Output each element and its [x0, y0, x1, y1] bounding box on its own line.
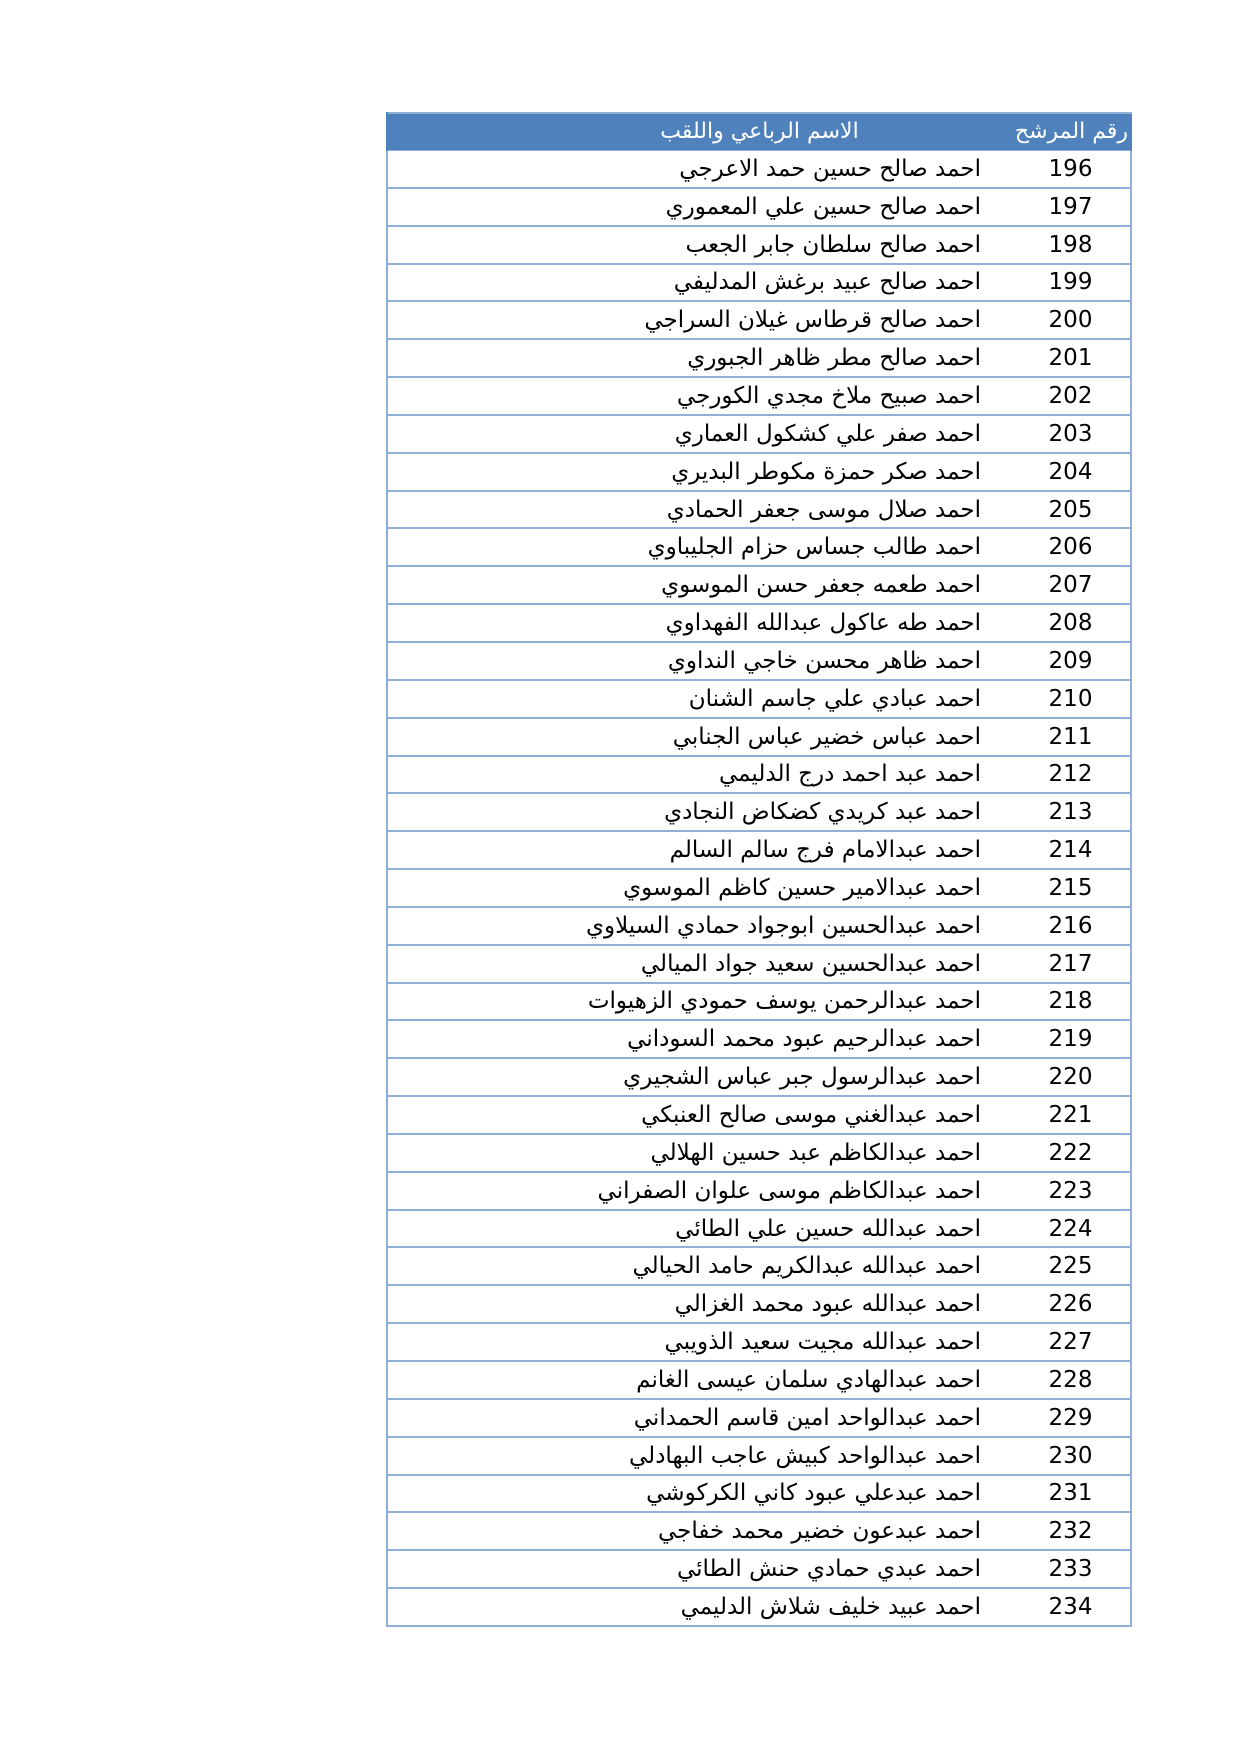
candidate-number-cell: 209: [981, 642, 1131, 680]
table-row: [387, 793, 1131, 831]
table-row: [387, 945, 1131, 983]
candidate-name: احمد عبدالواحد كبيش عاجب البهادلي: [629, 1442, 981, 1469]
candidate-number-cell: 196: [981, 150, 1131, 188]
candidate-name: احمد عبدالامام فرج سالم السالم: [669, 837, 981, 864]
candidate-name-cell: [387, 1247, 981, 1285]
candidate-name-cell: [387, 983, 981, 1021]
candidate-name: احمد صبيح ملاخ مجدي الكورجي: [676, 382, 981, 409]
table-row: [387, 1323, 1131, 1361]
table-row: [387, 264, 1131, 302]
candidate-name-cell: [387, 793, 981, 831]
candidate-name: احمد عبيد خليف شلاش الدليمي: [680, 1593, 981, 1620]
candidate-name-cell: [387, 907, 981, 945]
table-row: [387, 1247, 1131, 1285]
table-row: [387, 1058, 1131, 1096]
candidate-number-cell: 208: [981, 604, 1131, 642]
header-candidate-number: رقم المرشح: [981, 113, 1131, 150]
candidate-name: احمد عبدالرحمن يوسف حمودي الزهيوات: [587, 988, 981, 1015]
candidate-name: احمد صلال موسى جعفر الحمادي: [666, 496, 981, 523]
candidate-number-cell: 224: [981, 1210, 1131, 1248]
candidate-number-cell: 217: [981, 945, 1131, 983]
candidate-name-cell: [387, 1323, 981, 1361]
candidate-name-cell: [387, 1285, 981, 1323]
candidate-name-cell: [387, 869, 981, 907]
table-row: [387, 377, 1131, 415]
candidate-number-cell: 207: [981, 566, 1131, 604]
candidate-name-cell: [387, 1361, 981, 1399]
candidate-name: احمد عبدالواحد امين قاسم الحمداني: [633, 1404, 981, 1431]
candidate-name-cell: [387, 1475, 981, 1513]
candidate-name-cell: [387, 339, 981, 377]
candidate-name-cell: [387, 1058, 981, 1096]
candidate-name-cell: [387, 264, 981, 302]
table-row: [387, 831, 1131, 869]
table-row: [387, 1096, 1131, 1134]
table-row: [387, 1020, 1131, 1058]
candidate-number-cell: 197: [981, 188, 1131, 226]
candidate-number-cell: 204: [981, 453, 1131, 491]
table-row: [387, 1437, 1131, 1475]
candidate-number-cell: 226: [981, 1285, 1131, 1323]
candidate-number-cell: 230: [981, 1437, 1131, 1475]
candidate-name: احمد عبادي علي جاسم الشنان: [688, 685, 981, 712]
candidate-name-cell: [387, 831, 981, 869]
candidate-name-cell: [387, 1399, 981, 1437]
candidate-name-cell: [387, 226, 981, 264]
table-row: [387, 718, 1131, 756]
candidate-name-cell: [387, 188, 981, 226]
candidate-name: احمد عبدالحسين ابوجواد حمادي السيلاوي: [585, 912, 981, 939]
candidate-name: احمد صالح عبيد برغش المدليفي: [673, 269, 981, 296]
table-row: [387, 528, 1131, 566]
candidate-name: احمد صفر علي كشكول العماري: [674, 420, 981, 447]
candidate-number-cell: 206: [981, 528, 1131, 566]
table-row: [387, 756, 1131, 794]
candidate-number-cell: 201: [981, 339, 1131, 377]
candidate-name-cell: [387, 945, 981, 983]
candidate-number-cell: 234: [981, 1588, 1131, 1626]
candidate-name-cell: [387, 1512, 981, 1550]
table-header: [387, 113, 1131, 150]
candidate-number-cell: 210: [981, 680, 1131, 718]
candidate-name-cell: [387, 718, 981, 756]
candidate-name: احمد عبدعلي عبود كاني الكركوشي: [646, 1480, 981, 1507]
table-row: [387, 1399, 1131, 1437]
candidate-name: احمد صالح قرطاس غيلان السراجي: [644, 307, 981, 334]
table-row: [387, 188, 1131, 226]
candidate-number-cell: 231: [981, 1475, 1131, 1513]
candidate-name-cell: [387, 1437, 981, 1475]
candidate-number-cell: 233: [981, 1550, 1131, 1588]
candidate-name: احمد عبدي حمادي حنش الطائي: [676, 1556, 981, 1583]
candidate-name: احمد عبدالله عبود محمد الغزالي: [674, 1291, 981, 1318]
candidate-name: احمد عبد كريدي كضكاض النجادي: [664, 799, 981, 826]
candidate-number-cell: 222: [981, 1134, 1131, 1172]
table-row: [387, 907, 1131, 945]
candidate-name: احمد عبدالله مجيت سعيد الذويبي: [664, 1329, 981, 1356]
table-row: [387, 301, 1131, 339]
candidate-name: احمد عبدالرحيم عبود محمد السوداني: [627, 1026, 981, 1053]
table-row: [387, 642, 1131, 680]
candidate-number-cell: 232: [981, 1512, 1131, 1550]
candidate-name-cell: [387, 377, 981, 415]
header-row: [387, 113, 1131, 150]
candidates-table: [386, 112, 1132, 1627]
candidate-name-cell: [387, 491, 981, 529]
candidate-number-cell: 218: [981, 983, 1131, 1021]
candidates-table-container: [386, 112, 1130, 1627]
candidate-name: احمد عبدالهادي سلمان عيسى الغانم: [636, 1366, 981, 1393]
table-row: [387, 1210, 1131, 1248]
candidate-number-cell: 223: [981, 1172, 1131, 1210]
candidate-name-cell: [387, 1020, 981, 1058]
candidate-name: احمد طه عاكول عبدالله الفهداوي: [665, 610, 981, 637]
table-row: [387, 566, 1131, 604]
candidate-number-cell: 211: [981, 718, 1131, 756]
candidate-name-cell: [387, 1550, 981, 1588]
table-row: [387, 604, 1131, 642]
candidate-name-cell: [387, 756, 981, 794]
candidate-name: احمد عبدالرسول جبر عباس الشجيري: [623, 1064, 981, 1091]
candidate-name-cell: [387, 301, 981, 339]
table-row: [387, 1588, 1131, 1626]
candidate-name: احمد طعمه جعفر حسن الموسوي: [661, 572, 981, 599]
candidate-name-cell: [387, 453, 981, 491]
table-row: [387, 339, 1131, 377]
candidate-name-cell: [387, 150, 981, 188]
table-row: [387, 1172, 1131, 1210]
candidate-name: احمد عباس خضير عباس الجنابي: [672, 723, 981, 750]
candidate-name-cell: [387, 680, 981, 718]
candidate-name-cell: [387, 1210, 981, 1248]
candidate-name: احمد عبدالله حسين علي الطائي: [675, 1215, 981, 1242]
candidate-name-cell: [387, 1588, 981, 1626]
candidate-name: احمد صالح سلطان جابر الجعب: [685, 231, 981, 258]
candidate-name: احمد عبدالكاظم موسى علوان الصفراني: [597, 1177, 981, 1204]
candidate-number-cell: 214: [981, 831, 1131, 869]
candidate-number-cell: 202: [981, 377, 1131, 415]
candidate-number-cell: 205: [981, 491, 1131, 529]
table-row: [387, 680, 1131, 718]
candidate-number-cell: 200: [981, 301, 1131, 339]
table-row: [387, 869, 1131, 907]
candidate-name: احمد عبدالكاظم عبد حسين الهلالي: [650, 1139, 981, 1166]
candidate-name: احمد عبدالغني موسى صالح العنبكي: [641, 1102, 981, 1129]
table-row: [387, 1512, 1131, 1550]
candidate-name: احمد طالب جساس حزام الجليباوي: [647, 534, 981, 561]
candidate-name-cell: [387, 1096, 981, 1134]
candidate-number-cell: 229: [981, 1399, 1131, 1437]
candidate-number-cell: 203: [981, 415, 1131, 453]
candidate-name: احمد عبدعون خضير محمد خفاجي: [657, 1518, 981, 1545]
candidate-number-cell: 221: [981, 1096, 1131, 1134]
candidate-number-cell: 215: [981, 869, 1131, 907]
candidate-name: احمد صالح مطر ظاهر الجبوري: [687, 345, 981, 372]
candidate-name-cell: [387, 1172, 981, 1210]
candidate-name-cell: [387, 642, 981, 680]
table-row: [387, 1550, 1131, 1588]
candidate-number-cell: 212: [981, 756, 1131, 794]
candidate-name: احمد ظاهر محسن خاجي النداوي: [667, 647, 981, 674]
candidate-name-cell: [387, 604, 981, 642]
candidate-number-cell: 227: [981, 1323, 1131, 1361]
table-row: [387, 1134, 1131, 1172]
candidate-name: احمد صالح حسين حمد الاعرجي: [679, 155, 981, 182]
candidate-name: احمد صكر حمزة مكوطر البديري: [671, 458, 981, 485]
candidate-number-cell: 198: [981, 226, 1131, 264]
table-row: [387, 453, 1131, 491]
table-row: [387, 491, 1131, 529]
candidate-number-cell: 225: [981, 1247, 1131, 1285]
table-row: [387, 1361, 1131, 1399]
header-full-name: الاسم الرباعي واللقب: [387, 113, 981, 150]
table-body: [387, 150, 1131, 1626]
candidate-name: احمد عبدالحسين سعيد جواد الميالي: [640, 950, 981, 977]
candidate-name: احمد عبدالامير حسين كاظم الموسوي: [623, 874, 981, 901]
table-row: [387, 983, 1131, 1021]
candidate-number-cell: 219: [981, 1020, 1131, 1058]
candidate-number-cell: 213: [981, 793, 1131, 831]
table-row: [387, 226, 1131, 264]
candidate-number-cell: 228: [981, 1361, 1131, 1399]
table-row: [387, 1475, 1131, 1513]
candidate-name: احمد عبد احمد درج الدليمي: [718, 761, 981, 788]
candidate-number-cell: 199: [981, 264, 1131, 302]
candidate-number-cell: 216: [981, 907, 1131, 945]
table-row: [387, 150, 1131, 188]
candidate-name-cell: [387, 566, 981, 604]
candidate-name: احمد صالح حسين علي المعموري: [665, 193, 981, 220]
table-row: [387, 1285, 1131, 1323]
table-row: [387, 415, 1131, 453]
candidate-name-cell: [387, 415, 981, 453]
candidate-name-cell: [387, 528, 981, 566]
candidate-name-cell: [387, 1134, 981, 1172]
candidate-name: احمد عبدالله عبدالكريم حامد الحيالي: [632, 1253, 981, 1280]
candidate-number-cell: 220: [981, 1058, 1131, 1096]
